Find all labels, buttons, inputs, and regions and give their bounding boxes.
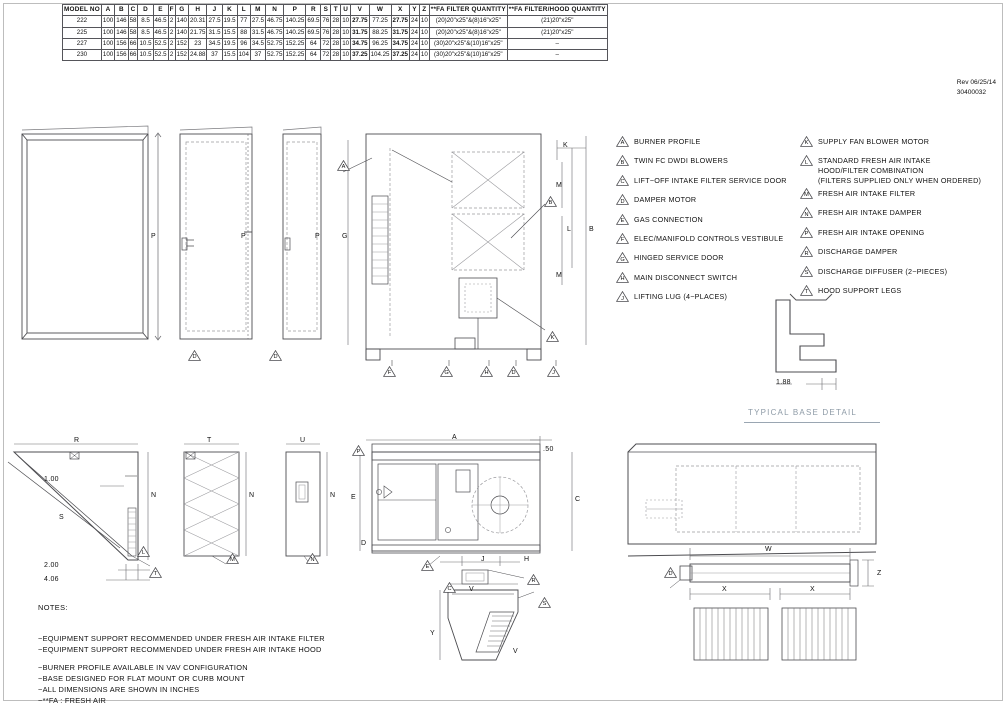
col-l: L	[237, 5, 250, 16]
cell: 27.5	[207, 16, 222, 27]
legend-label: MAIN DISCONNECT SWITCH	[634, 272, 738, 282]
balloon-text: T	[153, 571, 158, 578]
col-k: K	[222, 5, 237, 16]
cell: 34.75	[391, 38, 409, 49]
col-model-no: MODEL NO	[63, 5, 102, 16]
balloon-t-label: T	[804, 289, 809, 296]
col-e: E	[153, 5, 168, 16]
dim-label-e: E	[351, 494, 356, 501]
cell: 23	[189, 38, 207, 49]
balloon-l-label: L	[804, 159, 809, 166]
cell: 104.25	[369, 50, 391, 61]
cell: 24	[410, 27, 420, 38]
cell: 10	[341, 38, 351, 49]
cell: 100	[101, 50, 114, 61]
balloon-text: D	[273, 354, 278, 361]
dim-label-v1: V	[469, 586, 474, 593]
cell: 28	[331, 38, 341, 49]
dim-label-l: L	[567, 226, 572, 233]
drawing-balloon-a	[337, 160, 350, 171]
cell: 10	[419, 50, 429, 61]
balloon-s-label: S	[804, 269, 809, 276]
dim-label-n3: N	[330, 492, 336, 499]
drawing-balloon-d-1	[188, 350, 201, 361]
note-line-5: −ALL DIMENSIONS ARE SHOWN IN INCHES	[38, 685, 200, 695]
dim-label-b: B	[589, 226, 594, 233]
cell: 76	[321, 16, 331, 27]
cell: (30)20"x25"&(10)16"x25"	[429, 38, 507, 49]
legend-label: SUPPLY FAN BLOWER MOTOR	[818, 137, 930, 146]
drawing-balloon-d-3	[507, 366, 520, 377]
cell: 10.5	[138, 50, 153, 61]
balloon-text: G	[444, 370, 449, 377]
col-m: M	[250, 5, 265, 16]
balloon-p-label: P	[804, 231, 809, 238]
balloon-text: E	[425, 564, 430, 571]
cell: 146	[115, 16, 128, 27]
drawing-number: 30400032	[956, 88, 987, 96]
cell: 2	[168, 16, 175, 27]
cell: 10	[419, 16, 429, 27]
col-a: A	[101, 5, 114, 16]
drawing-balloon-t	[149, 567, 162, 578]
cell: 21.75	[189, 27, 207, 38]
drawing-balloon-e	[421, 560, 434, 571]
drawing-balloon-d-2	[269, 350, 282, 361]
col-g: G	[175, 5, 188, 16]
cell: 19.5	[222, 16, 237, 27]
col-r: R	[306, 5, 321, 16]
cell-model: 222	[63, 16, 102, 27]
balloon-e-label: E	[620, 217, 625, 224]
cell: 10.5	[138, 38, 153, 49]
dim-label-g: G	[342, 233, 348, 240]
legend-label: HOOD SUPPORT LEGS	[818, 285, 902, 295]
drawing-balloon-s	[538, 597, 551, 608]
cell: 72	[321, 50, 331, 61]
dim-label-z: Z	[877, 570, 882, 577]
dim-label-d: D	[361, 540, 367, 547]
dim-label-x1: X	[722, 586, 727, 593]
col-c: C	[128, 5, 138, 16]
balloon-text: N	[310, 557, 315, 564]
dim-label-t: T	[207, 437, 212, 444]
legend-label: DISCHARGE DAMPER	[818, 247, 898, 257]
cell: 2	[168, 38, 175, 49]
drawing-balloon-h	[480, 366, 493, 377]
cell: 2	[168, 50, 175, 61]
cell: –	[507, 38, 607, 49]
cell: 31.5	[250, 27, 265, 38]
cell: 152.25	[284, 50, 306, 61]
cell: 27.5	[250, 16, 265, 27]
cell-model: 225	[63, 27, 102, 38]
cell: 104	[237, 50, 250, 61]
balloon-text: H	[484, 370, 489, 377]
cell: 156	[115, 38, 128, 49]
cell: 52.5	[153, 50, 168, 61]
dim-label-p1: P	[151, 233, 156, 240]
drawing-balloon-n	[306, 553, 319, 564]
balloon-b-label: B	[620, 159, 625, 166]
dim-label-j: J	[481, 556, 485, 563]
cell: 100	[101, 27, 114, 38]
dim-label-p3: P	[315, 233, 320, 240]
cell: 58	[128, 27, 138, 38]
cell: 28	[331, 16, 341, 27]
note-line-6: −**FA : FRESH AIR	[38, 696, 107, 706]
cell: 31.75	[351, 27, 369, 38]
cell: 66	[128, 50, 138, 61]
cell: 8.5	[138, 27, 153, 38]
cell: 96	[237, 38, 250, 49]
cell: 34.5	[250, 38, 265, 49]
notes-title: NOTES:	[38, 603, 68, 612]
cell: 152.25	[284, 38, 306, 49]
cell: –	[507, 50, 607, 61]
balloon-text: D	[668, 571, 673, 578]
revision-date: Rev 06/25/14	[956, 79, 996, 86]
col-t: T	[331, 5, 341, 16]
drawing-balloon-r	[527, 574, 540, 585]
balloon-text: D	[192, 354, 197, 361]
balloon-text: L	[141, 550, 146, 557]
cell: 2	[168, 27, 175, 38]
base-detail-dim: 1.88	[776, 379, 791, 386]
cell: 46.5	[153, 27, 168, 38]
dim-label-n1: N	[151, 492, 157, 499]
cell: 10	[419, 38, 429, 49]
legend-label: TWIN FC DWDI BLOWERS	[634, 156, 729, 166]
legend-label-line3: (FILTERS SUPPLIED ONLY WHEN ORDERED)	[818, 175, 982, 185]
col-d: D	[138, 5, 153, 16]
legend-label: FRESH AIR INTAKE OPENING	[818, 227, 925, 237]
balloon-text: R	[531, 578, 536, 585]
legend-label: HINGED SERVICE DOOR	[634, 253, 724, 263]
dim-label-m2: M	[556, 272, 563, 279]
cell: 34.5	[207, 38, 222, 49]
legend-label-line1: STANDARD FRESH AIR INTAKE	[818, 156, 931, 166]
cell: 24	[410, 50, 420, 61]
col-w: W	[369, 5, 391, 16]
note-line-4: −BASE DESIGNED FOR FLAT MOUNT OR CURB MOUNT	[38, 674, 245, 684]
drawing-balloon-c	[443, 582, 456, 593]
drawing-balloon-k	[546, 331, 559, 342]
col-b: B	[115, 5, 128, 16]
drawing-balloon-m	[226, 553, 239, 564]
balloon-text: K	[550, 335, 555, 342]
legend-label: FRESH AIR INTAKE DAMPER	[818, 208, 922, 218]
cell: 24	[410, 16, 420, 27]
balloon-m-label: M	[804, 192, 809, 199]
cell: (20)20"x25"&(8)16"x25"	[429, 16, 507, 27]
cell: 46.75	[265, 16, 283, 27]
cell: 24	[410, 38, 420, 49]
balloon-text: B	[548, 200, 553, 207]
drawing-balloon-d-4	[664, 567, 677, 578]
typical-base-detail-caption: TYPICAL BASE DETAIL	[748, 408, 858, 417]
note-line-1: −EQUIPMENT SUPPORT RECOMMENDED UNDER FRESH AIR INTAKE FILTER	[38, 634, 325, 644]
dim-label-v2: V	[513, 648, 518, 655]
dim-label-200: 2.00	[44, 562, 59, 569]
dim-label-s: S	[59, 514, 64, 521]
balloon-j-label: J	[621, 295, 624, 302]
cell: 52.75	[265, 38, 283, 49]
drawing-balloon-f	[383, 366, 396, 377]
cell: 15.5	[222, 50, 237, 61]
cell: 24.88	[189, 50, 207, 61]
cell: (21)20"x25"	[507, 16, 607, 27]
dim-label-u: U	[300, 437, 306, 444]
col-z: Z	[419, 5, 429, 16]
dim-label-y: Y	[430, 630, 435, 637]
cell: 31.5	[207, 27, 222, 38]
col-j: J	[207, 5, 222, 16]
drawing-balloon-j	[547, 366, 560, 377]
cell: 140	[175, 27, 188, 38]
cell: 66	[128, 38, 138, 49]
legend-label: DISCHARGE DIFFUSER (2−PIECES)	[818, 266, 948, 276]
cell: (21)20"x25"	[507, 27, 607, 38]
balloon-g-label: G	[620, 256, 625, 263]
note-line-2: −EQUIPMENT SUPPORT RECOMMENDED UNDER FRESH AIR INTAKE HOOD	[38, 645, 322, 655]
col-x: X	[391, 5, 409, 16]
cell: 69.5	[306, 16, 321, 27]
cell: 20.31	[189, 16, 207, 27]
dim-label-a: A	[452, 434, 457, 441]
cell: 156	[115, 50, 128, 61]
cell: 34.75	[351, 38, 369, 49]
col-p: P	[284, 5, 306, 16]
col-n: N	[265, 5, 283, 16]
legend-label: LIFT−OFF INTAKE FILTER SERVICE DOOR	[634, 175, 787, 185]
col-h: H	[189, 5, 207, 16]
balloon-n-label: N	[804, 211, 809, 218]
col-s: S	[321, 5, 331, 16]
cell: 46.75	[265, 27, 283, 38]
dim-label-r: R	[74, 437, 80, 444]
cell: 76	[321, 27, 331, 38]
cell: 37.25	[351, 50, 369, 61]
dim-label-k: K	[563, 142, 568, 149]
balloon-text: S	[542, 601, 547, 608]
dim-label-p2: P	[241, 233, 246, 240]
cell: 46.5	[153, 16, 168, 27]
balloon-text: M	[230, 557, 235, 564]
balloon-a-label: A	[620, 140, 625, 147]
col-u: U	[341, 5, 351, 16]
typical-base-detail-underline	[744, 422, 880, 423]
balloon-text: D	[511, 370, 516, 377]
cell: 64	[306, 38, 321, 49]
cell: 37	[250, 50, 265, 61]
balloon-d-label: D	[620, 198, 625, 205]
balloon-r-label: R	[804, 250, 809, 257]
cell: 52.75	[265, 50, 283, 61]
cell: 10	[341, 16, 351, 27]
legend-label: BURNER PROFILE	[634, 137, 701, 146]
cell-model: 227	[63, 38, 102, 49]
legend-label: DAMPER MOTOR	[634, 195, 697, 205]
cell: 72	[321, 38, 331, 49]
cell: 28	[331, 27, 341, 38]
col-fa-filter-quantity: **FA FILTER QUANTITY	[429, 5, 507, 16]
dim-label-050: .50	[543, 446, 554, 453]
legend-label: FRESH AIR INTAKE FILTER	[818, 189, 916, 198]
cell: 37.25	[391, 50, 409, 61]
cell: 15.5	[222, 27, 237, 38]
balloon-text: C	[447, 586, 452, 593]
cell: 152	[175, 38, 188, 49]
col-f: F	[168, 5, 175, 16]
cell: 37	[207, 50, 222, 61]
balloon-text: P	[356, 449, 361, 456]
cell: 88.25	[369, 27, 391, 38]
cell: 8.5	[138, 16, 153, 27]
cell: 69.5	[306, 27, 321, 38]
cell: 27.75	[391, 16, 409, 27]
legend-label-line2: HOOD/FILTER COMBINATION	[818, 166, 924, 176]
cell: 140.25	[284, 16, 306, 27]
cell: 140.25	[284, 27, 306, 38]
cell: 58	[128, 16, 138, 27]
balloon-text: A	[341, 164, 346, 171]
drawing-balloon-b	[544, 196, 557, 207]
cell: 100	[101, 16, 114, 27]
cell: 146	[115, 27, 128, 38]
cell: 77	[237, 16, 250, 27]
dim-label-406: 4.06	[44, 576, 59, 583]
balloon-text: J	[552, 370, 555, 377]
cell: 152	[175, 50, 188, 61]
cell: 10	[419, 27, 429, 38]
note-line-3: −BURNER PROFILE AVAILABLE IN VAV CONFIGURATION	[38, 663, 248, 673]
cell: 52.5	[153, 38, 168, 49]
notes-block	[38, 604, 325, 706]
legend-label: GAS CONNECTION	[634, 214, 703, 224]
cell: (30)20"x25"&(10)16"x25"	[429, 50, 507, 61]
dim-label-m1: M	[556, 182, 563, 189]
cell: (20)20"x25"&(8)16"x25"	[429, 27, 507, 38]
cell: 100	[101, 38, 114, 49]
cell: 96.25	[369, 38, 391, 49]
dim-label-100: 1.00	[44, 476, 59, 483]
drawing-balloon-l	[137, 546, 150, 557]
cell: 31.75	[391, 27, 409, 38]
dim-label-c: C	[575, 496, 581, 503]
col-v: V	[351, 5, 369, 16]
dim-label-h: H	[524, 556, 530, 563]
cell: 28	[331, 50, 341, 61]
balloon-f-label: F	[620, 237, 625, 244]
dim-label-x2: X	[810, 586, 815, 593]
legend-label: ELEC/MANIFOLD CONTROLS VESTIBULE	[634, 233, 784, 243]
drawing-balloon-g	[440, 366, 453, 377]
legend-label: LIFTING LUG (4−PLACES)	[634, 292, 728, 302]
cell: 27.75	[351, 16, 369, 27]
balloon-k-label: K	[804, 140, 809, 147]
cell: 10	[341, 50, 351, 61]
cell-model: 230	[63, 50, 102, 61]
col-y: Y	[410, 5, 420, 16]
drawing-balloon-p	[352, 445, 365, 456]
cell: 10	[341, 27, 351, 38]
cell: 77.25	[369, 16, 391, 27]
dim-label-w: W	[765, 546, 772, 553]
cell: 88	[237, 27, 250, 38]
cell: 19.5	[222, 38, 237, 49]
dim-label-n2: N	[249, 492, 255, 499]
balloon-h-label: H	[620, 276, 625, 283]
col-fa-filter-hood-quantity: **FA FILTER/HOOD QUANTITY	[507, 5, 607, 16]
balloon-c-label: C	[620, 179, 625, 186]
balloon-text: F	[387, 370, 392, 377]
cell: 64	[306, 50, 321, 61]
cell: 140	[175, 16, 188, 27]
